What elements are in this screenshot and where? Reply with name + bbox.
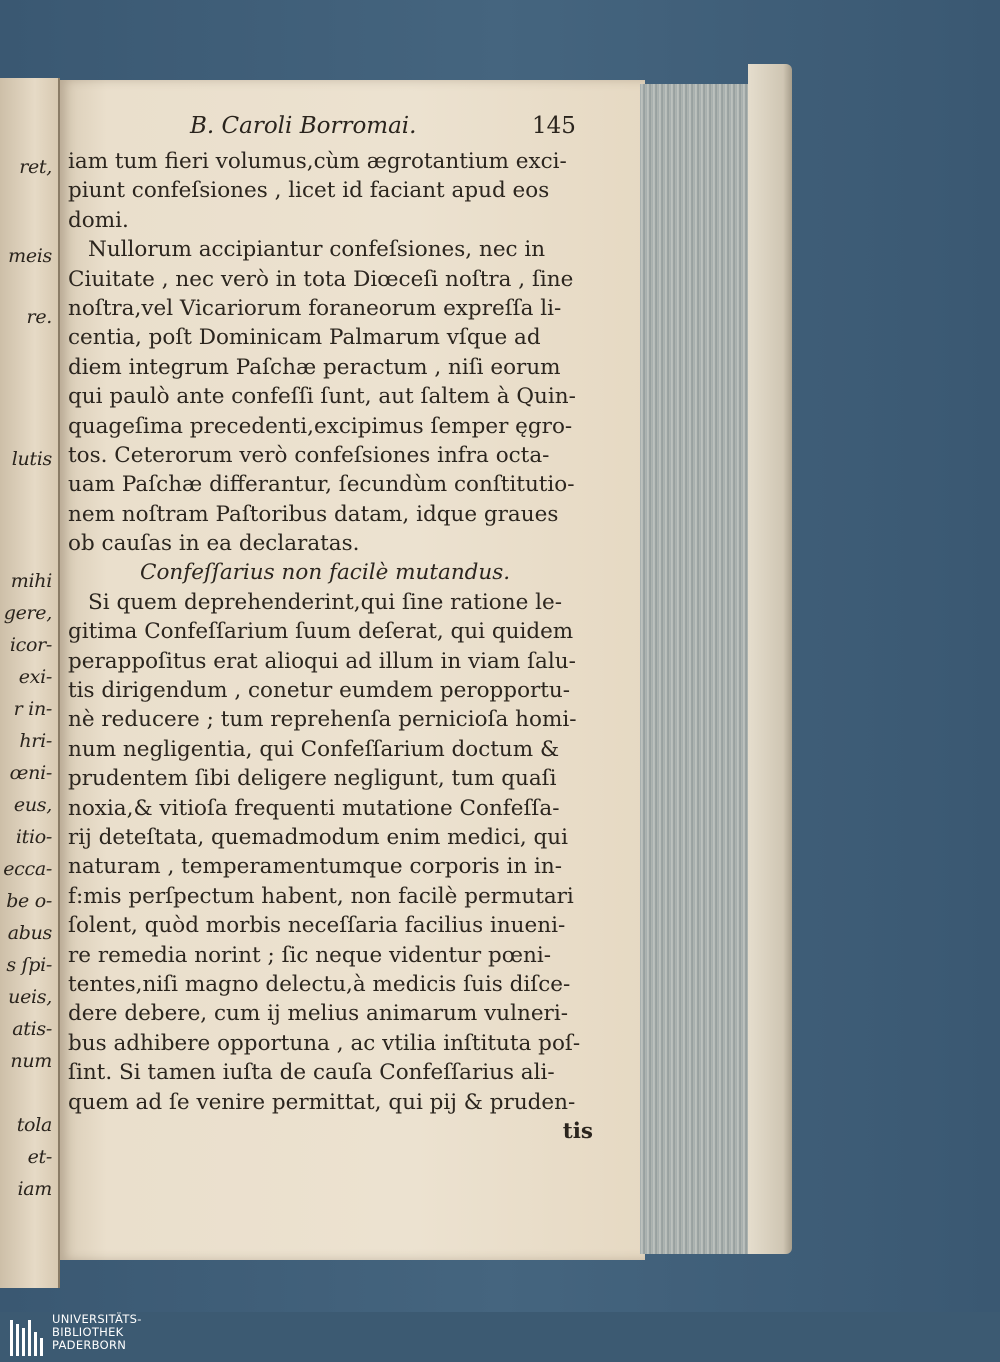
text-line: perappoſitus erat alioqui ad illum in viam ſalu- <box>68 648 576 674</box>
left-page-fragment: œni- <box>9 762 52 784</box>
text-line: ſint. Si tamen iuſta de cauſa Confeſſarius ali- <box>68 1060 555 1086</box>
text-line: iam tum fieri volumus,cùm ægrotantium exci- <box>68 149 567 174</box>
logo-line: BIBLIOTHEK <box>52 1325 124 1339</box>
left-page-fragment: s ſpi- <box>6 954 52 976</box>
text-line: uam Paſchæ differantur, ſecundùm conſtitutio- <box>68 472 575 498</box>
text-line: ſolent, quòd morbis neceſſaria facilius inueni- <box>68 913 566 939</box>
left-page-fragment: et- <box>27 1146 52 1168</box>
footer-bar <box>0 1312 1000 1362</box>
text-line: centia, poſt Dominicam Palmarum vſque ad <box>68 325 541 351</box>
text-line: nem noſtram Paſtoribus datam, idque graues <box>68 501 559 527</box>
left-page-fragment: ueis, <box>8 986 52 1008</box>
text-line: noſtra,vel Vicariorum foraneorum expreſſa li- <box>68 295 562 321</box>
left-page-fragment: icor- <box>9 634 52 656</box>
left-page-fragment: r in- <box>13 698 52 720</box>
library-logo-icon <box>8 1318 48 1358</box>
text-line: gitima Confeſſarium ſuum deſerat, qui quidem <box>68 619 574 645</box>
catchword: tis <box>562 1118 593 1144</box>
left-page-fragment: re. <box>26 306 52 328</box>
left-page-fragment: abus <box>7 922 52 944</box>
text-line: ob cauſas in ea declaratas. <box>68 531 360 557</box>
left-page-fragment: ret, <box>19 156 52 178</box>
text-line: dere debere, cum ij melius animarum vulneri- <box>68 1001 568 1027</box>
left-page-fragment: lutis <box>11 448 52 470</box>
logo-line: UNIVERSITÄTS- <box>52 1312 142 1326</box>
left-page-fragment: iam <box>17 1178 52 1200</box>
left-page-fragment: hri- <box>19 730 52 752</box>
left-page-edge <box>0 78 60 1288</box>
running-head: B. Caroli Borromai. <box>190 113 417 139</box>
text-line: tentes,niſi magno delectu,à medicis ſuis diſce- <box>68 971 571 997</box>
left-page-fragment: itio- <box>15 826 52 848</box>
text-line: re remedia norint ; ſic neque videntur pœni- <box>68 942 551 968</box>
left-page-fragment: gere, <box>3 602 52 624</box>
text-line: diem integrum Paſchæ peractum , niſi eorum <box>68 354 561 380</box>
text-line: num negligentia, qui Confeſſarium doctum & <box>68 736 560 762</box>
left-page-fragment: exi- <box>18 666 52 688</box>
left-page-fragment: be o- <box>6 890 52 912</box>
text-line: tos. Ceterorum verò confeſsiones infra octa- <box>68 442 550 468</box>
left-page-fragment: atis- <box>12 1018 52 1040</box>
left-page-fragment: eus, <box>13 794 52 816</box>
text-line: prudentem ſibi deligere negligunt, tum quaſi <box>68 766 557 792</box>
text-line: bus adhibere opportuna , ac vtilia inſtituta poſ- <box>68 1030 581 1056</box>
book-fore-edge <box>640 84 754 1254</box>
text-line: quageſima precedenti,excipimus ſemper ęgro- <box>68 413 573 439</box>
text-line: rij deteſtata, quemadmodum enim medici, qui <box>68 824 569 850</box>
text-line: Ciuitate , nec verò in tota Diœceſi noſtra , ſine <box>68 266 574 292</box>
left-page-fragment: meis <box>8 245 52 267</box>
text-line: domi. <box>68 207 129 233</box>
text-line: Si quem deprehenderint,qui ſine ratione le- <box>88 589 563 615</box>
text-line: f:mis perſpectum habent, non facilè permutari <box>68 883 574 909</box>
left-page-fragment: mihi <box>10 570 52 592</box>
left-page-fragment: ecca- <box>3 858 52 880</box>
text-line: tis dirigendum , conetur eumdem peropportu- <box>68 678 571 704</box>
text-line: piunt confeſsiones , licet id faciant apud eos <box>68 178 550 204</box>
library-logo-text <box>52 1313 142 1352</box>
text-line: noxia,& vitioſa frequenti mutatione Confeſſa- <box>68 795 560 821</box>
text-line: Nullorum accipiantur confeſsiones, nec in <box>88 237 546 263</box>
page-text <box>68 147 593 1146</box>
text-line: naturam , temperamentumque corporis in in- <box>68 854 563 880</box>
logo-line: PADERBORN <box>52 1338 127 1352</box>
section-heading: Confeſſarius non facilè mutandus. <box>140 560 511 586</box>
text-line: quem ad ſe venire permittat, qui pij & pruden- <box>68 1089 576 1115</box>
text-line: nè reducere ; tum reprehenſa pernicioſa homi- <box>68 707 577 733</box>
page-number: 145 <box>532 113 576 139</box>
text-line: qui paulò ante confeſſi ſunt, aut ſaltem à Quin- <box>68 384 576 410</box>
left-page-fragment: num <box>10 1050 52 1072</box>
left-page-fragment: tola <box>16 1114 52 1136</box>
book-cover-edge <box>748 64 792 1254</box>
